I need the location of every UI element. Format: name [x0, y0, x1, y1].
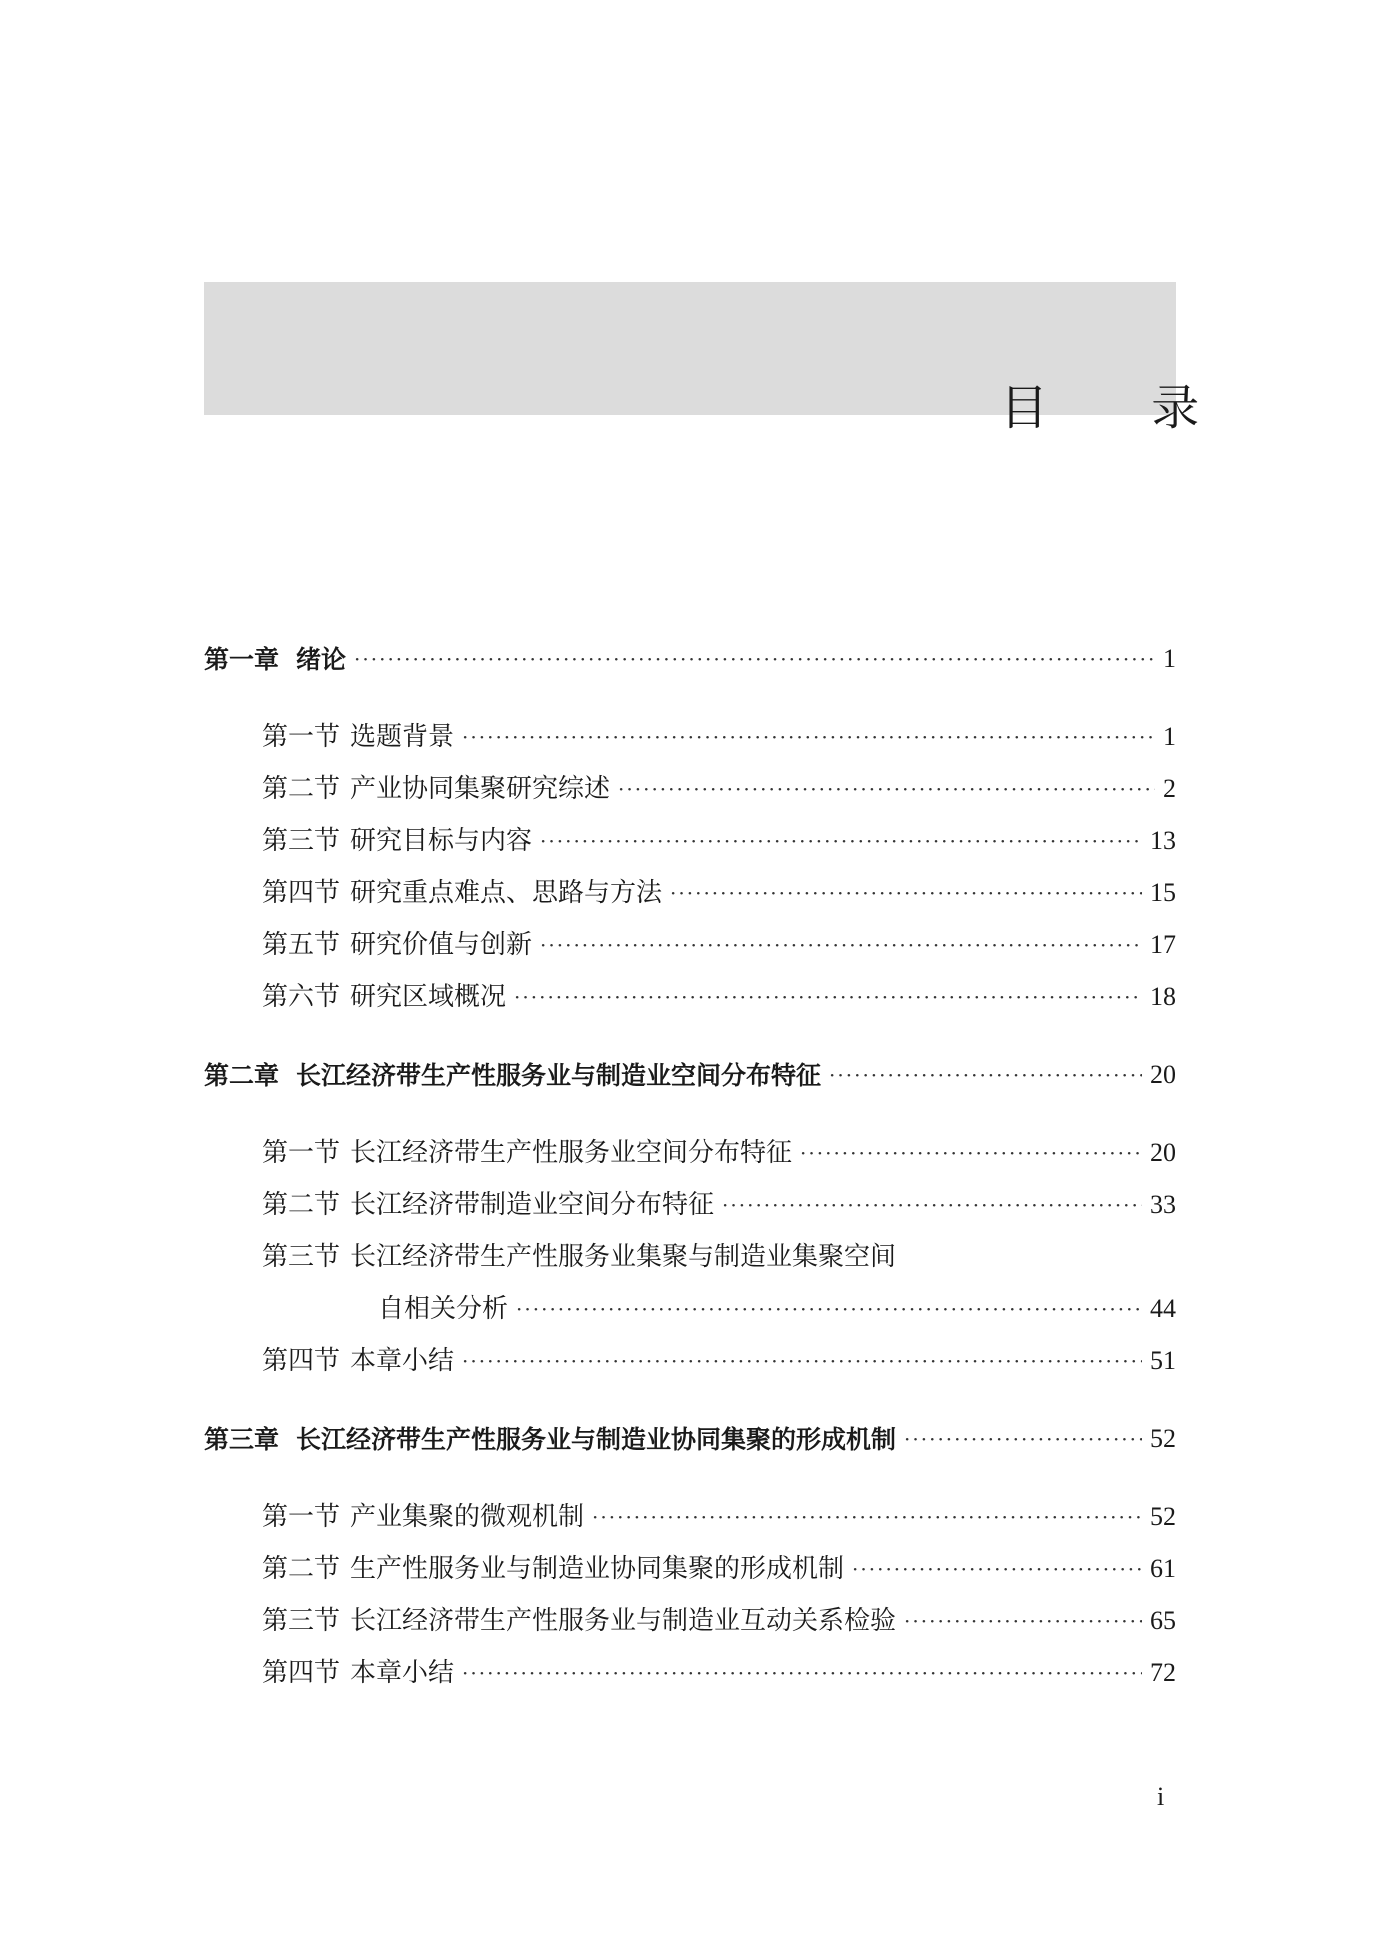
entry-number: 第二节: [262, 1190, 341, 1220]
entry-page-number: 65: [1150, 1606, 1176, 1635]
entry-number: 第一节: [262, 1502, 341, 1532]
toc-entry-section[interactable]: [262, 814, 1176, 854]
entry-page-number: 13: [1150, 826, 1176, 855]
entry-page-number: 52: [1150, 1502, 1176, 1531]
entry-number: 第二节: [262, 774, 341, 804]
toc-entry-chapter-3[interactable]: [204, 1412, 1176, 1452]
entry-title: 本章小结: [350, 1658, 455, 1688]
toc-entry-label: [262, 1660, 454, 1686]
toc-entry-label: [262, 1244, 896, 1270]
toc-title: 目 录: [1000, 380, 1244, 436]
entry-number: 第一节: [262, 722, 341, 752]
entry-title: 研究重点难点、思路与方法: [350, 878, 663, 908]
entry-number: 第五节: [262, 930, 341, 960]
toc-entry-section[interactable]: [262, 1594, 1176, 1634]
entry-title: 产业集聚的微观机制: [350, 1502, 585, 1532]
toc-entry-label: [204, 1427, 896, 1452]
toc-entry-label: [262, 1504, 584, 1530]
toc-entry-label: [262, 1140, 792, 1166]
dot-leader: [540, 831, 1142, 854]
toc-entry-section[interactable]: [262, 762, 1176, 802]
entry-title: 长江经济带生产性服务业与制造业互动关系检验: [350, 1606, 897, 1636]
entry-title: 研究区域概况: [350, 982, 507, 1012]
entry-number: 第一章: [204, 645, 280, 674]
toc-entry-section[interactable]: [262, 1646, 1176, 1686]
entry-title: 长江经济带制造业空间分布特征: [350, 1190, 715, 1220]
toc-entry-label: [262, 776, 610, 802]
entry-page-number: 15: [1150, 878, 1176, 907]
entry-page-number: 44: [1150, 1294, 1176, 1323]
dot-leader: [462, 727, 1155, 750]
entry-number: 第四节: [262, 1346, 341, 1376]
toc-entry-label: [204, 647, 346, 672]
toc-entry-label: [262, 828, 532, 854]
dot-leader: [592, 1507, 1142, 1530]
entry-number: 第三章: [204, 1425, 280, 1454]
toc-entry-label: [262, 932, 532, 958]
dot-leader: [904, 1611, 1142, 1634]
entry-page-number: 33: [1150, 1190, 1176, 1219]
toc-entry-label: [262, 1348, 454, 1374]
toc-entry-section[interactable]: [262, 970, 1176, 1010]
entry-title: 研究目标与内容: [350, 826, 533, 856]
toc-entry-label: [262, 880, 662, 906]
entry-title: 生产性服务业与制造业协同集聚的形成机制: [350, 1554, 845, 1584]
entry-page-number: 20: [1150, 1060, 1176, 1089]
dot-leader: [540, 935, 1142, 958]
entry-title: 绪论: [296, 645, 347, 674]
toc-entry-label: [262, 1556, 844, 1582]
entry-page-number: 1: [1163, 644, 1176, 673]
toc-entry-label: [262, 1608, 896, 1634]
toc-entry-section[interactable]: [262, 1126, 1176, 1166]
entry-title: 研究价值与创新: [350, 930, 533, 960]
page-folio: i: [1157, 1782, 1165, 1811]
entry-number: 第二节: [262, 1554, 341, 1584]
entry-page-number: 1: [1163, 722, 1176, 751]
entry-page-number: 51: [1150, 1346, 1176, 1375]
entry-title: 选题背景: [350, 722, 455, 752]
toc-entry-section[interactable]: [262, 1490, 1176, 1530]
toc-entry-section[interactable]: [262, 866, 1176, 906]
entry-title-continued: 自相关分析: [378, 1294, 509, 1324]
dot-leader: [670, 883, 1142, 906]
dot-leader: [516, 1299, 1142, 1322]
entry-number: 第三节: [262, 1242, 341, 1272]
entry-number: 第二章: [204, 1061, 280, 1090]
toc-entry-chapter-1[interactable]: [204, 632, 1176, 672]
entry-title: 产业协同集聚研究综述: [350, 774, 611, 804]
entry-number: 第三节: [262, 826, 341, 856]
toc-entry-section[interactable]: [262, 1334, 1176, 1374]
toc-entry-label: [262, 724, 454, 750]
entry-number: 第四节: [262, 878, 341, 908]
entry-page-number: 18: [1150, 982, 1176, 1011]
entry-page-number: 72: [1150, 1658, 1176, 1687]
toc-entry-chapter-2[interactable]: [204, 1048, 1176, 1088]
entry-title: 长江经济带生产性服务业空间分布特征: [350, 1138, 793, 1168]
dot-leader: [829, 1065, 1142, 1088]
dot-leader: [904, 1429, 1142, 1452]
dot-leader: [462, 1663, 1142, 1686]
entry-page-number: 52: [1150, 1424, 1176, 1453]
toc-entry-label: [262, 1192, 714, 1218]
dot-leader: [354, 649, 1155, 672]
entry-number: 第三节: [262, 1606, 341, 1636]
entry-title: 长江经济带生产性服务业与制造业协同集聚的形成机制: [296, 1425, 897, 1454]
entry-title: 长江经济带生产性服务业与制造业空间分布特征: [296, 1061, 822, 1090]
dot-leader: [514, 987, 1142, 1010]
entry-page-number: 2: [1163, 774, 1176, 803]
entry-title: 本章小结: [350, 1346, 455, 1376]
entry-page-number: 61: [1150, 1554, 1176, 1583]
toc-entry-section[interactable]: [262, 1542, 1176, 1582]
toc-entry-label: [204, 1063, 821, 1088]
entry-number: 第四节: [262, 1658, 341, 1688]
entry-page-number: 17: [1150, 930, 1176, 959]
toc-entry-section[interactable]: [262, 1178, 1176, 1218]
dot-leader: [618, 779, 1155, 802]
entry-title: 长江经济带生产性服务业集聚与制造业集聚空间: [350, 1242, 897, 1272]
dot-leader: [852, 1559, 1142, 1582]
dot-leader: [462, 1351, 1142, 1374]
dot-leader: [722, 1195, 1142, 1218]
toc-entry-label: [262, 984, 506, 1010]
entry-page-number: 20: [1150, 1138, 1176, 1167]
toc-entry-section-line-2[interactable]: [378, 1282, 1176, 1322]
dot-leader: [800, 1143, 1142, 1166]
toc-entry-section[interactable]: [262, 918, 1176, 958]
toc-entry-section[interactable]: [262, 710, 1176, 750]
toc-entry-section-line-1[interactable]: [262, 1230, 1176, 1270]
entry-number: 第一节: [262, 1138, 341, 1168]
entry-number: 第六节: [262, 982, 341, 1012]
